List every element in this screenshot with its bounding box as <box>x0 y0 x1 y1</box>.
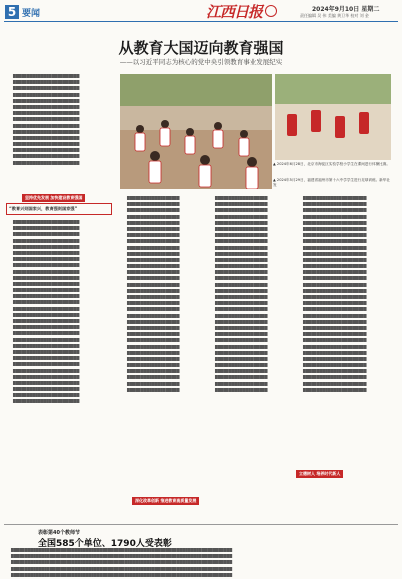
bottom-article-text: ████████████████████████████████████████████████████████████████████████████████ ████████████████████████████████████████████████████████████████████████████████ ████████████████████████████████████████████████████████████████████████████████ ████████████████████████████████████████████████████████████████████████████████ ████████████████████████████████████████████████████████████████████████████████ <box>11 548 233 577</box>
bottom-kicker: 表彰第40个教师节 <box>38 530 80 536</box>
page-number: 5 <box>5 5 19 19</box>
middle-column-text: ███████████████████ ███████████████████ ███████████████████ ███████████████████ ███████████████████ ███████████████████ ███████████████████ ███████████████████ ███████████████████ ███████████████████ ███████████████████ ███████████████████ ███████████████████ ███████████████████ ███████████████████ ███████████████████ ███████████████████ ███████████████████ ███████████████████ ███████████████████ ███████████████████ ███████████████████ ███████████████████ ███████████████████ ███████████████████ ███████████████████ ███████████████████ ███████████████████ ███████████████████ ███████████████████ ███████████████████ ███████████████████ <box>127 196 180 392</box>
article-title: 从教育大国迈向教育强国 <box>118 39 284 57</box>
left-column-text-2: ████████████████████████ ████████████████████████ ████████████████████████ ████████████████████████ ████████████████████████ ████████████████████████ ████████████████████████ ████████████████████████ ████████████████████████ ████████████████████████ ████████████████████████ ████████████████████████ ████████████████████████ ████████████████████████ ████████████████████████ ████████████████████████ ████████████████████████ ████████████████████████ ████████████████████████ ████████████████████████ ████████████████████████ ████████████████████████ ████████████████████████ ████████████████████████ ████████████████████████ ████████████████████████ ████████████████████████ ████████████████████████ ████████████████████████ ████████████████████████ <box>13 220 80 404</box>
subhead-3: 立德树人 培养时代新人 <box>296 470 343 478</box>
seal-icon <box>265 5 277 17</box>
newspaper-logo: 江西日报 <box>206 3 263 21</box>
subhead-2: 深化改革创新 推进教育高质量发展 <box>132 497 199 505</box>
secondary-photo <box>275 74 391 160</box>
bottom-title: 全国585个单位、1790人受表彰 <box>38 539 172 549</box>
pull-quote: “教育兴则国家兴，教育强则国家强” <box>6 203 112 215</box>
right-column-text: ███████████████████████ ███████████████████████ ███████████████████████ ███████████████████████ ███████████████████████ ███████████████████████ ███████████████████████ ███████████████████████ ███████████████████████ ███████████████████████ ███████████████████████ ███████████████████████ ███████████████████████ ███████████████████████ ███████████████████████ ███████████████████████ ███████████████████████ ███████████████████████ ███████████████████████ ███████████████████████ ███████████████████████ ███████████████████████ ███████████████████████ ███████████████████████ ███████████████████████ ███████████████████████ ███████████████████████ ███████████████████████ ███████████████████████ ███████████████████████ ███████████████████████ ███████████████████████ <box>303 196 367 392</box>
subhead-1: 坚持优先发展 加快建设教育强国 <box>22 194 85 202</box>
middle-column-text-2: ███████████████████ ███████████████████ ███████████████████ ███████████████████ ███████████████████ ███████████████████ ███████████████████ ███████████████████ ███████████████████ ███████████████████ ███████████████████ ███████████████████ ███████████████████ ███████████████████ ███████████████████ ███████████████████ ███████████████████ ███████████████████ ███████████████████ ███████████████████ ███████████████████ ███████████████████ ███████████████████ ███████████████████ ███████████████████ ███████████████████ ███████████████████ ███████████████████ ███████████████████ ███████████████████ ███████████████████ ███████████████████ <box>215 196 268 392</box>
section-name: 要闻 <box>22 9 41 19</box>
bottom-divider <box>4 524 398 525</box>
issue-date: 2024年9月10日 星期二 <box>312 6 380 13</box>
photo-caption-1: ▲ 2024年6月28日，北京市海淀区实验学校小学生在课间进行体操比赛。 <box>273 162 390 166</box>
photo-caption-2: ▲ 2024年5月29日，福建省福州市第十六中学学生进行足球训练。新华社发 <box>273 178 390 187</box>
article-subtitle: ——以习近平同志为核心的党中央引领教育事业发展纪实 <box>119 58 283 66</box>
news-photo <box>120 74 272 189</box>
editors-line: 责任编辑 吴 伟 美编 黄卫华 校对 刘 金 <box>300 13 369 18</box>
left-column-text: ████████████████████████ ████████████████████████ ████████████████████████ ████████████████████████ ████████████████████████ ████████████████████████ ████████████████████████ ████████████████████████ ████████████████████████ ████████████████████████ ████████████████████████ ████████████████████████ ████████████████████████ ████████████████████████ ████████████████████████ <box>13 74 80 165</box>
header-divider <box>4 21 398 22</box>
